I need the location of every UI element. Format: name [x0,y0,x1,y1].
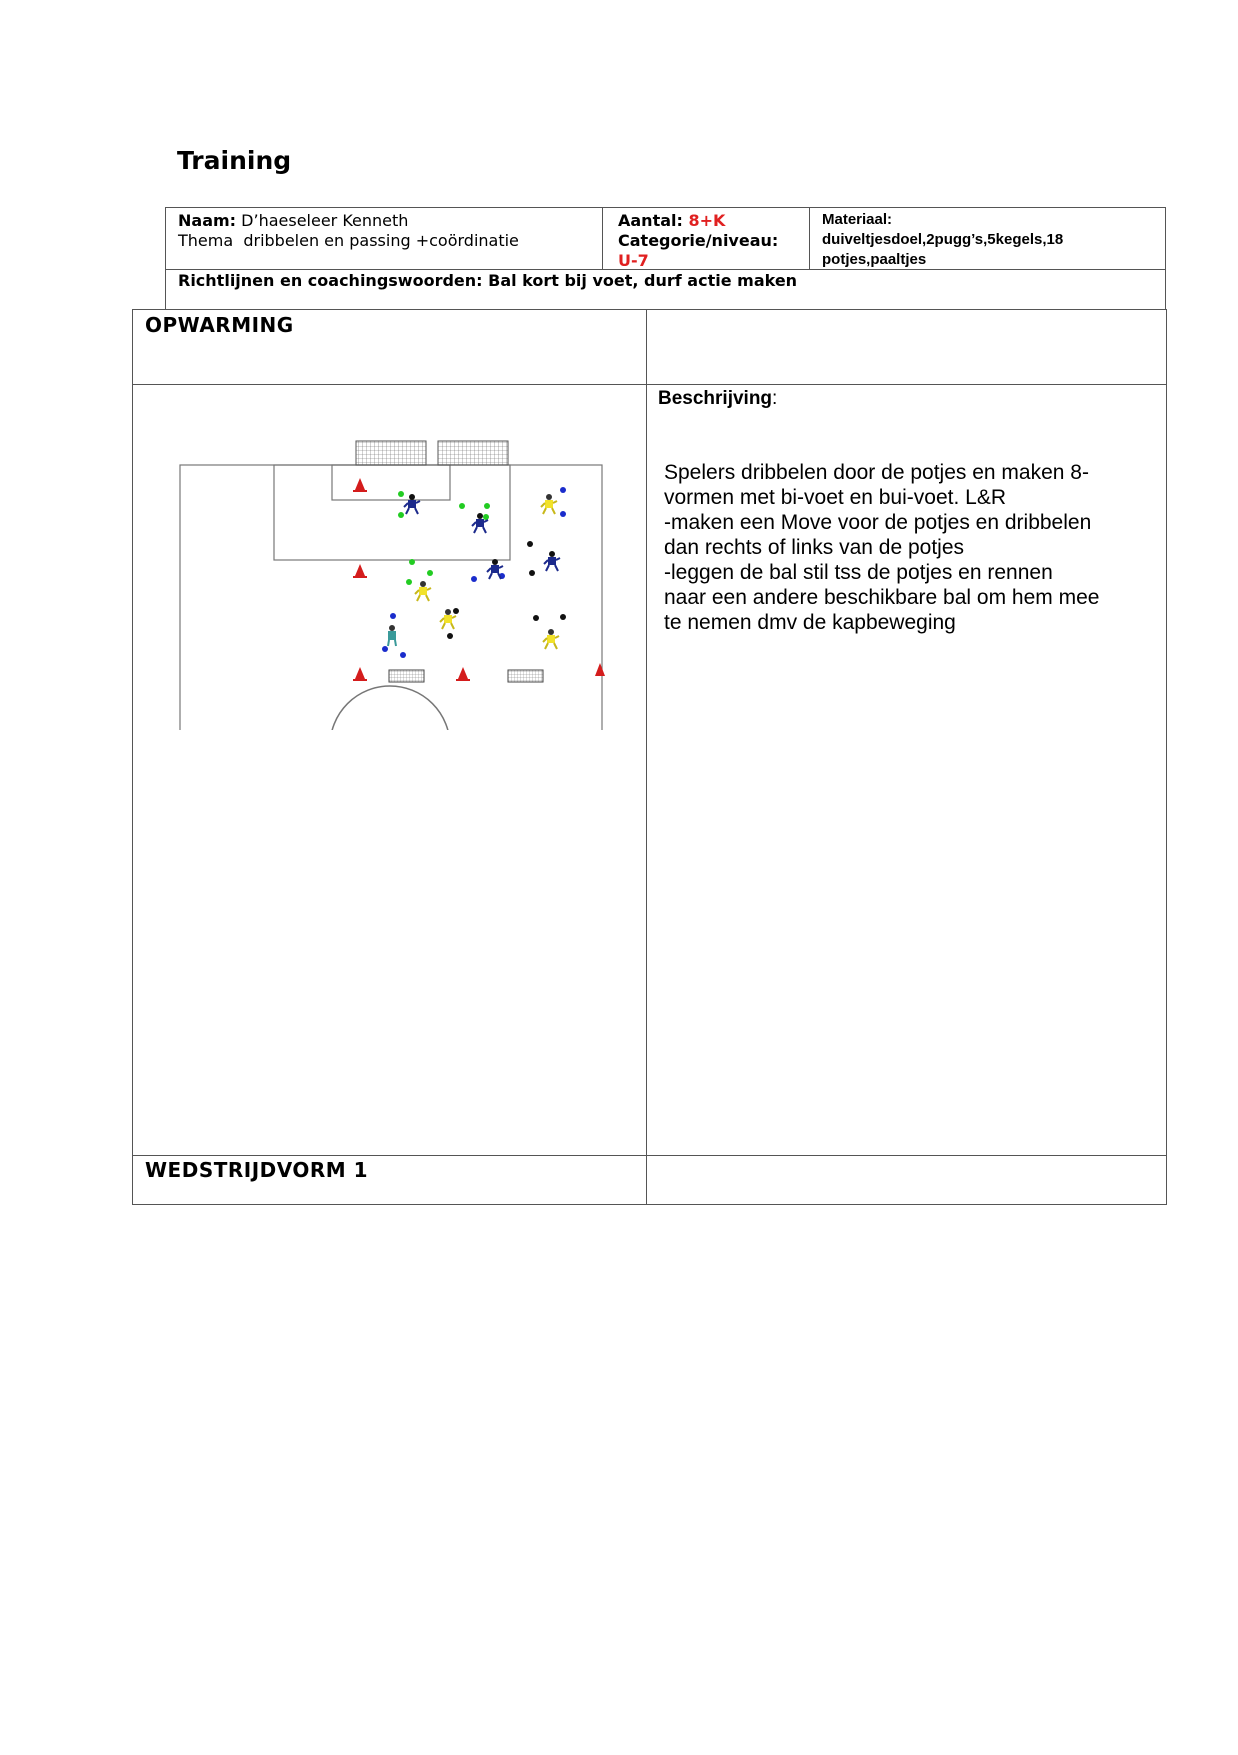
divider [602,208,603,269]
player-icon [544,551,560,571]
materiaal-label: Materiaal: [822,211,893,228]
mini-goal-icon [389,670,424,682]
beschrijving-label-text: Beschrijving [658,388,773,409]
thema-label: Thema [178,231,234,250]
cone-icon [595,663,605,676]
training-field-diagram [178,410,606,730]
player-icon [541,494,557,514]
divider [646,310,647,1204]
naam-label: Naam: [178,211,237,230]
goalkeeper-icon [388,625,396,646]
cones [353,478,605,681]
cone-icon [353,576,367,578]
aantal-label: Aantal: [618,211,683,230]
desc-line: -maken een Move voor de potjes en dribbelen [664,511,1092,534]
beschrijving-label [658,388,777,410]
main-table [132,309,1167,1205]
aantal-categorie-cell [618,211,778,271]
cone-icon [355,478,365,490]
player-icon [404,494,420,514]
cone-icon [456,679,470,681]
field-outline [180,465,602,730]
desc-line: naar een andere beschikbare bal om hem mee [664,586,1100,609]
materiaal-cell [822,210,1063,270]
beschrijving-text [664,460,1154,635]
naam-thema-cell [178,211,519,251]
cone-icon [458,667,468,679]
goal-net-icon [438,441,508,465]
cone-icon [355,667,365,679]
player-icon [415,581,431,601]
divider [133,384,1166,385]
header-table [165,207,1166,310]
penalty-box [274,465,510,560]
materiaal-line: potjes,paaltjes [822,251,927,268]
cone-icon [355,564,365,576]
blue-markers [382,487,566,658]
categorie-value: U-7 [618,251,649,270]
page-title: Training [177,146,292,175]
goal-net-icon [356,441,426,465]
divider [809,208,810,269]
section-wedstrijdvorm: WEDSTRIJDVORM 1 [145,1158,369,1182]
mini-goal-icon [508,670,543,682]
player-icon [487,559,503,579]
divider [133,1155,1166,1156]
goal-box [332,465,450,500]
beschrijving-colon: : [772,388,778,409]
player-icon [543,629,559,649]
desc-line: te nemen dmv de kapbeweging [664,611,956,634]
center-circle [330,686,450,730]
cone-icon [353,679,367,681]
section-opwarming: OPWARMING [145,313,294,337]
richtlijnen-text: Richtlijnen en coachingswoorden: Bal kort bij voet, durf actie maken [178,271,798,290]
naam-value: D’haeseleer Kenneth [241,211,409,230]
cone-icon [353,490,367,492]
aantal-value: 8+K [688,211,726,230]
desc-line: Spelers dribbelen door de potjes en maken 8- [664,461,1089,484]
desc-line: dan rechts of links van de potjes [664,536,965,559]
desc-line: -leggen de bal stil tss de potjes en rennen [664,561,1053,584]
categorie-label: Categorie/niveau: [618,231,779,250]
desc-line: vormen met bi-voet en bui-voet. L&R [664,486,1006,509]
materiaal-line: duiveltjesdoel,2pugg’s,5kegels,18 [822,231,1064,248]
thema-value: dribbelen en passing +coördinatie [243,231,519,250]
black-markers [447,541,566,639]
